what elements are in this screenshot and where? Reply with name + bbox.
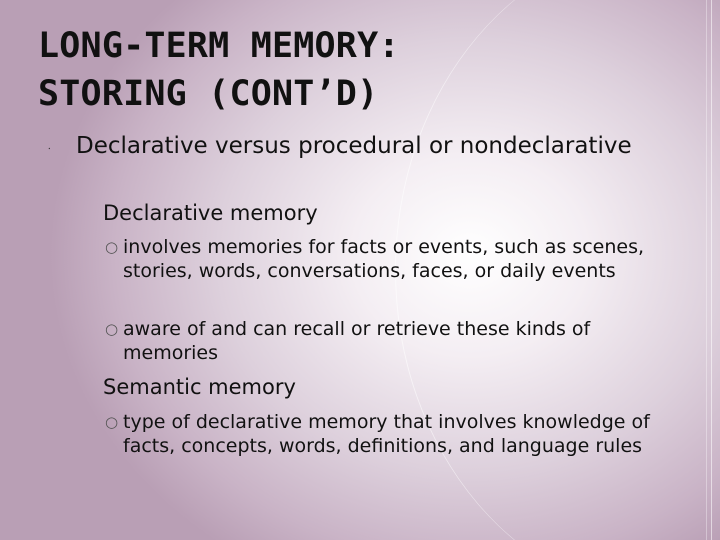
circle-bullet-icon: ○ bbox=[105, 238, 119, 256]
circle-bullet-icon: ○ bbox=[105, 413, 119, 431]
sub-bullet-item bbox=[105, 235, 665, 283]
section-heading-text: Declarative memory bbox=[103, 201, 318, 225]
section-heading-text: Semantic memory bbox=[103, 375, 296, 399]
sub-bullet-item bbox=[105, 317, 665, 365]
sub-bullet-item bbox=[105, 410, 665, 458]
section-heading-declarative bbox=[86, 200, 686, 226]
bullet-text: Declarative versus procedural or nondeclarative bbox=[76, 133, 632, 159]
bullet-dot-icon: ⸱ bbox=[48, 144, 51, 155]
sub-bullet-text: involves memories for facts or events, such as scenes, stories, words, conversations, faces, or daily events bbox=[123, 236, 645, 282]
sub-bullet-text: aware of and can recall or retrieve these kinds of memories bbox=[123, 318, 591, 364]
circle-bullet-icon: ○ bbox=[105, 320, 119, 338]
bullet-level-1 bbox=[48, 131, 668, 161]
section-heading-semantic bbox=[86, 374, 686, 400]
slide-title-line-2: STORING (CONT’D) bbox=[38, 74, 379, 114]
slide-title-line-1: LONG-TERM MEMORY: bbox=[38, 26, 400, 66]
sub-bullet-text: type of declarative memory that involves knowledge of facts, concepts, words, definitions, and language rules bbox=[123, 411, 650, 457]
